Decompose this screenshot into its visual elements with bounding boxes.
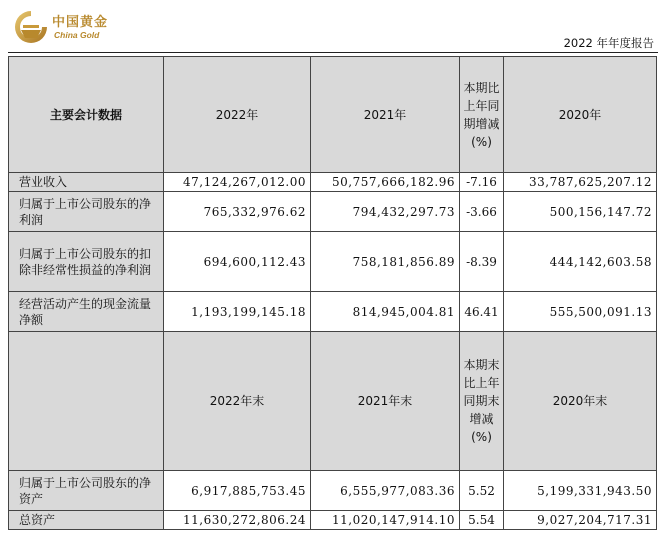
header-change: 本期比上年同期增减(%) — [460, 57, 504, 173]
value-change: -3.66 — [460, 192, 504, 232]
value-2020: 444,142,603.58 — [504, 232, 657, 292]
table-header-row — [9, 57, 657, 173]
value-change: -7.16 — [460, 173, 504, 192]
header-2021-end: 2021年末 — [311, 332, 460, 471]
row-label: 归属于上市公司股东的净利润 — [9, 192, 164, 232]
value-2021: 814,945,004.81 — [311, 292, 460, 332]
brand-name-cn: 中国黄金 — [52, 15, 109, 30]
brand-name-en: China Gold — [54, 30, 100, 40]
value-2022: 6,917,885,753.45 — [164, 471, 311, 511]
table-row — [9, 511, 657, 530]
value-2022: 11,630,272,806.24 — [164, 511, 311, 530]
header-blank — [9, 332, 164, 471]
value-2022: 47,124,267,012.00 — [164, 173, 311, 192]
value-2022: 694,600,112.43 — [164, 232, 311, 292]
header-2022: 2022年 — [164, 57, 311, 173]
header-2022-end: 2022年末 — [164, 332, 311, 471]
value-2022: 1,193,199,145.18 — [164, 292, 311, 332]
table-row — [9, 192, 657, 232]
row-label: 总资产 — [9, 511, 164, 530]
value-2021: 6,555,977,083.36 — [311, 471, 460, 511]
value-2021: 794,432,297.73 — [311, 192, 460, 232]
header-change-end: 本期末比上年同期末增减(%) — [460, 332, 504, 471]
table-row — [9, 292, 657, 332]
table-row — [9, 173, 657, 192]
table-row — [9, 471, 657, 511]
table-row — [9, 232, 657, 292]
row-label: 归属于上市公司股东的净资产 — [9, 471, 164, 511]
value-2020: 555,500,091.13 — [504, 292, 657, 332]
header-2021: 2021年 — [311, 57, 460, 173]
value-2020: 5,199,331,943.50 — [504, 471, 657, 511]
key-accounting-data-table — [8, 56, 657, 530]
table-header-row-2 — [9, 332, 657, 471]
value-2020: 500,156,147.72 — [504, 192, 657, 232]
report-title: 2022 年年度报告 — [563, 36, 654, 50]
row-label: 归属于上市公司股东的扣除非经常性损益的净利润 — [9, 232, 164, 292]
china-gold-logo — [12, 8, 132, 48]
value-change: 46.41 — [460, 292, 504, 332]
row-label: 经营活动产生的现金流量净额 — [9, 292, 164, 332]
header-2020: 2020年 — [504, 57, 657, 173]
value-2020: 9,027,204,717.31 — [504, 511, 657, 530]
header-divider — [8, 52, 658, 53]
value-2021: 50,757,666,182.96 — [311, 173, 460, 192]
row-label: 营业收入 — [9, 173, 164, 192]
header-main-data: 主要会计数据 — [9, 57, 164, 173]
value-change: 5.52 — [460, 471, 504, 511]
header-2020-end: 2020年末 — [504, 332, 657, 471]
value-2021: 758,181,856.89 — [311, 232, 460, 292]
page-header — [0, 0, 662, 52]
value-2020: 33,787,625,207.12 — [504, 173, 657, 192]
value-2022: 765,332,976.62 — [164, 192, 311, 232]
value-2021: 11,020,147,914.10 — [311, 511, 460, 530]
gold-ingot-icon — [12, 8, 50, 46]
value-change: 5.54 — [460, 511, 504, 530]
value-change: -8.39 — [460, 232, 504, 292]
